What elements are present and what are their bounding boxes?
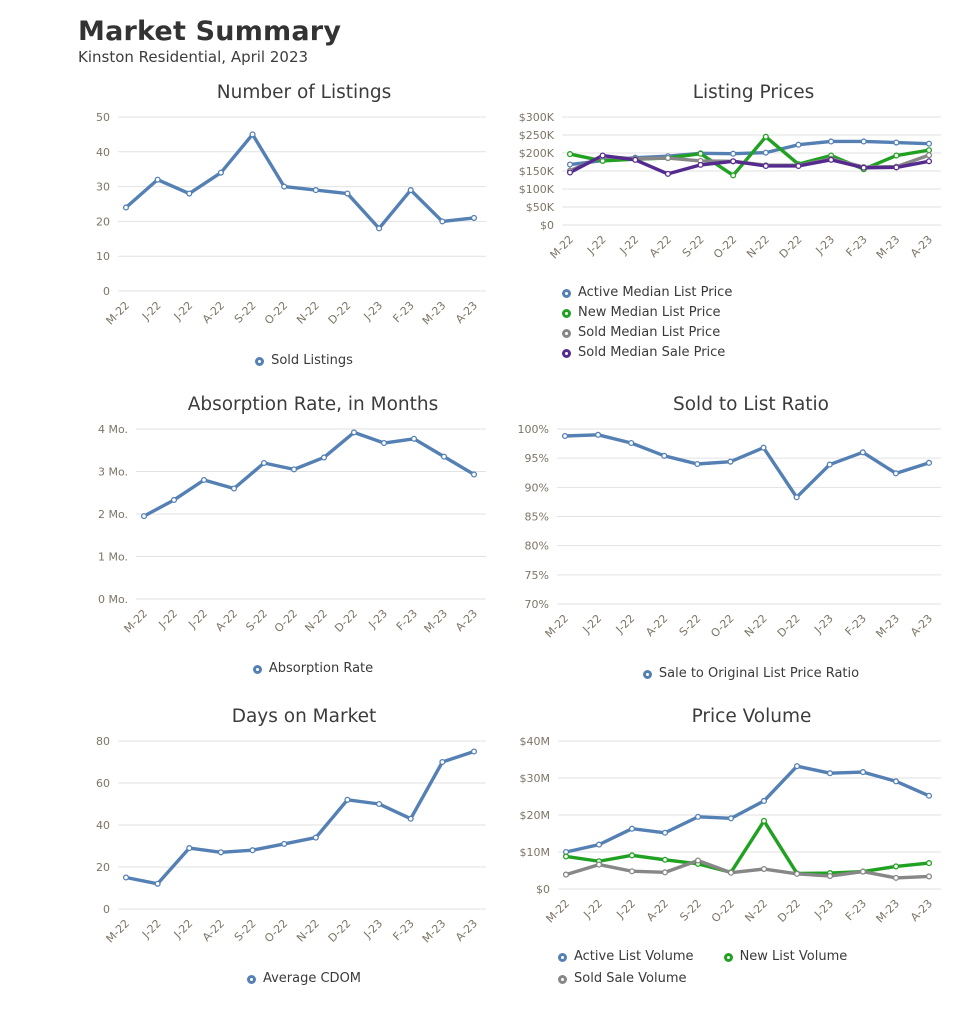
chart-legend: [562, 283, 732, 363]
y-tick-label: 0: [103, 285, 110, 298]
data-point-marker: [322, 455, 327, 460]
legend-item: [247, 969, 361, 989]
data-point-marker: [829, 157, 834, 162]
x-tick-label: A-23: [453, 916, 481, 944]
data-point-marker: [927, 874, 932, 879]
x-tick-label: M-22: [103, 298, 133, 328]
data-point-marker: [828, 771, 833, 776]
plot-area: [78, 734, 490, 967]
data-point-marker: [894, 153, 899, 158]
chart-title: Number of Listings: [216, 82, 392, 103]
series-line: [566, 766, 929, 852]
x-tick-label: J-23: [361, 916, 386, 941]
data-point-marker: [377, 226, 382, 231]
data-point-marker: [124, 205, 129, 210]
x-tick-label: M-22: [547, 232, 577, 262]
data-point-marker: [282, 842, 287, 847]
y-tick-label: 90%: [524, 481, 549, 495]
legend-label: Active List Volume: [574, 949, 694, 964]
data-point-marker: [731, 151, 736, 156]
chart-canvas: [500, 110, 945, 283]
data-point-marker: [695, 462, 700, 467]
x-tick-label: A-23: [908, 611, 936, 639]
chart-canvas: [500, 734, 945, 947]
plot-area: [500, 110, 945, 283]
y-tick-label: $150K: [518, 165, 554, 178]
data-point-marker: [762, 867, 767, 872]
data-point-marker: [563, 434, 568, 439]
data-point-marker: [894, 471, 899, 476]
report-header: [78, 16, 341, 66]
data-point-marker: [761, 445, 766, 450]
data-point-marker: [345, 191, 350, 196]
data-point-marker: [568, 152, 573, 157]
legend-item: [562, 303, 732, 323]
x-tick-label: D-22: [775, 896, 804, 925]
x-tick-label: S-22: [243, 606, 271, 634]
x-tick-label: J-22: [171, 916, 196, 941]
chart-legend: [118, 969, 490, 989]
data-point-marker: [262, 461, 267, 466]
x-tick-label: D-22: [776, 232, 805, 261]
x-tick-label: M-23: [873, 232, 903, 262]
data-point-marker: [408, 816, 413, 821]
data-point-marker: [927, 460, 932, 465]
x-tick-label: J-22: [581, 896, 606, 921]
chart-legend: [136, 659, 490, 679]
x-tick-label: A-22: [213, 606, 241, 634]
y-tick-label: 4 Mo.: [97, 423, 128, 436]
chart-absorption-rate: [78, 392, 490, 679]
data-point-marker: [250, 848, 255, 853]
data-point-marker: [352, 430, 357, 435]
series-line: [126, 752, 474, 884]
series-marker-icon: [724, 953, 733, 962]
x-tick-label: F-23: [843, 232, 870, 260]
data-point-marker: [860, 450, 865, 455]
data-point-marker: [927, 148, 932, 153]
data-point-marker: [794, 495, 799, 500]
data-point-marker: [472, 472, 477, 477]
data-point-marker: [630, 826, 635, 831]
x-tick-label: S-22: [231, 916, 259, 944]
x-tick-label: O-22: [708, 896, 738, 926]
y-tick-label: 40: [96, 145, 110, 159]
y-tick-label: $0: [540, 219, 554, 232]
data-point-marker: [440, 760, 445, 765]
chart-legend: [558, 947, 847, 989]
data-point-marker: [728, 459, 733, 464]
data-point-marker: [382, 441, 387, 446]
data-point-marker: [630, 853, 635, 858]
data-point-marker: [568, 170, 573, 175]
data-point-marker: [142, 514, 147, 519]
x-tick-label: A-23: [453, 298, 481, 326]
chart-canvas: [78, 734, 490, 967]
y-tick-label: 3 Mo.: [97, 465, 128, 479]
chart-price-volume: [500, 704, 945, 989]
legend-item: [255, 351, 353, 371]
data-point-marker: [827, 462, 832, 467]
data-point-marker: [345, 797, 350, 802]
legend-label: New Median List Price: [578, 305, 721, 320]
y-tick-label: 10: [96, 250, 110, 264]
data-point-marker: [630, 869, 635, 874]
y-tick-label: 20: [96, 861, 110, 874]
data-point-marker: [762, 819, 767, 824]
y-tick-label: $250K: [518, 129, 554, 142]
data-point-marker: [795, 764, 800, 769]
data-point-marker: [596, 432, 601, 437]
y-tick-label: 1 Mo.: [97, 550, 128, 564]
plot-area: [78, 110, 490, 349]
chart-canvas: [500, 422, 945, 662]
x-tick-label: A-23: [908, 232, 936, 260]
data-point-marker: [202, 478, 207, 483]
series-marker-icon: [558, 975, 567, 984]
x-tick-label: J-22: [186, 606, 211, 631]
data-point-marker: [763, 150, 768, 155]
data-point-marker: [568, 162, 573, 167]
y-tick-label: 60: [96, 777, 110, 790]
legend-label: Sold Sale Volume: [574, 971, 687, 986]
x-tick-label: J-22: [617, 232, 642, 257]
data-point-marker: [663, 870, 668, 875]
data-point-marker: [861, 165, 866, 170]
x-tick-label: M-22: [121, 606, 151, 636]
x-tick-label: M-23: [873, 611, 903, 641]
y-tick-label: $40M: [519, 735, 550, 748]
y-tick-label: $20M: [519, 809, 550, 822]
x-tick-label: O-22: [708, 611, 737, 641]
chart-number-of-listings: [78, 80, 490, 371]
y-tick-label: 80: [96, 735, 110, 748]
legend-item: [562, 283, 732, 303]
data-point-marker: [927, 159, 932, 164]
legend-item: [253, 659, 373, 679]
chart-days-on-market: [78, 704, 490, 989]
y-tick-label: 95%: [524, 452, 549, 466]
x-tick-label: O-22: [262, 916, 291, 946]
x-tick-label: N-22: [294, 916, 322, 945]
series-marker-icon: [247, 975, 256, 984]
data-point-marker: [155, 881, 160, 886]
data-point-marker: [232, 486, 237, 491]
series-marker-icon: [562, 329, 571, 338]
legend-item: [643, 664, 859, 684]
x-tick-label: F-23: [390, 298, 417, 326]
data-point-marker: [472, 749, 477, 754]
data-point-marker: [412, 436, 417, 441]
data-point-marker: [796, 142, 801, 147]
x-tick-label: N-22: [302, 606, 331, 635]
x-tick-label: J-22: [139, 298, 164, 323]
x-tick-label: J-23: [812, 896, 837, 921]
data-point-marker: [729, 816, 734, 821]
chart-canvas: [78, 422, 490, 657]
data-point-marker: [861, 770, 866, 775]
data-point-marker: [894, 864, 899, 869]
x-tick-label: A-22: [199, 298, 228, 326]
series-line: [144, 432, 474, 516]
data-point-marker: [763, 164, 768, 169]
data-point-marker: [795, 871, 800, 876]
data-point-marker: [633, 157, 638, 162]
data-point-marker: [662, 453, 667, 458]
y-tick-label: $30M: [519, 772, 550, 785]
y-tick-label: $200K: [518, 147, 554, 160]
x-tick-label: F-23: [842, 611, 869, 639]
page-subtitle: Kinston Residential, April 2023: [78, 48, 309, 66]
chart-sold-to-list-ratio: [500, 392, 945, 684]
x-tick-label: M-22: [543, 896, 573, 926]
x-tick-label: J-22: [139, 916, 164, 941]
x-tick-label: A-22: [644, 896, 672, 924]
x-tick-label: A-22: [643, 611, 671, 639]
data-point-marker: [762, 799, 767, 804]
x-tick-label: J-22: [171, 298, 196, 323]
series-marker-icon: [255, 357, 264, 366]
series-marker-icon: [562, 349, 571, 358]
data-point-marker: [796, 164, 801, 169]
series-marker-icon: [562, 309, 571, 318]
legend-item: [562, 343, 732, 363]
data-point-marker: [629, 441, 634, 446]
y-tick-label: 30: [96, 180, 110, 194]
data-point-marker: [894, 140, 899, 145]
series-marker-icon: [562, 289, 571, 298]
x-tick-label: J-23: [813, 232, 838, 257]
x-tick-label: J-23: [366, 606, 391, 631]
legend-label: Absorption Rate: [268, 661, 374, 676]
x-tick-label: F-23: [393, 606, 421, 634]
series-marker-icon: [558, 953, 567, 962]
chart-listing-prices: [500, 80, 945, 363]
x-tick-label: J-22: [156, 606, 181, 631]
data-point-marker: [250, 132, 255, 137]
series-marker-icon: [643, 670, 652, 679]
data-point-marker: [861, 139, 866, 144]
legend-label: Sold Median Sale Price: [578, 345, 726, 360]
data-point-marker: [731, 159, 736, 164]
x-tick-label: O-22: [271, 606, 301, 636]
x-tick-label: N-22: [742, 896, 771, 925]
data-point-marker: [927, 153, 932, 158]
y-tick-label: 70%: [524, 598, 549, 611]
x-tick-label: S-22: [677, 896, 705, 924]
data-point-marker: [172, 498, 177, 503]
data-point-marker: [663, 857, 668, 862]
y-tick-label: 100%: [517, 423, 549, 436]
legend-label: Active Median List Price: [578, 285, 733, 300]
y-tick-label: 40: [96, 819, 110, 832]
x-tick-label: J-23: [811, 611, 836, 636]
data-point-marker: [828, 874, 833, 879]
data-point-marker: [292, 467, 297, 472]
legend-item: [724, 947, 848, 967]
data-point-marker: [219, 850, 224, 855]
x-tick-label: S-22: [679, 232, 707, 260]
y-tick-label: 75%: [524, 568, 549, 582]
series-line: [566, 821, 929, 874]
x-tick-label: M-22: [103, 916, 133, 946]
legend-item: [562, 323, 732, 343]
data-point-marker: [696, 858, 701, 863]
chart-canvas: [78, 110, 490, 349]
legend-label: Sold Listings: [271, 353, 353, 368]
legend-item: [558, 969, 694, 989]
legend-item: [558, 947, 694, 967]
data-point-marker: [313, 188, 318, 193]
data-point-marker: [698, 162, 703, 167]
data-point-marker: [829, 139, 834, 144]
chart-title: Listing Prices: [692, 82, 815, 103]
data-point-marker: [698, 151, 703, 156]
data-point-marker: [927, 793, 932, 798]
x-tick-label: J-22: [580, 611, 605, 636]
data-point-marker: [187, 191, 192, 196]
x-tick-label: D-22: [325, 916, 354, 945]
x-tick-label: O-22: [711, 232, 740, 262]
legend-label: Sale to Original List Price Ratio: [658, 666, 860, 681]
y-tick-label: $300K: [518, 111, 554, 124]
data-point-marker: [597, 842, 602, 847]
data-point-marker: [472, 216, 477, 221]
data-point-marker: [666, 171, 671, 176]
series-marker-icon: [253, 665, 262, 674]
data-point-marker: [894, 165, 899, 170]
data-point-marker: [564, 872, 569, 877]
x-tick-label: N-22: [294, 298, 322, 327]
x-tick-label: M-23: [873, 896, 903, 926]
y-tick-label: $100K: [518, 183, 554, 196]
plot-area: [500, 734, 945, 947]
plot-area: [78, 422, 490, 657]
x-tick-label: J-22: [584, 232, 609, 257]
data-point-marker: [861, 869, 866, 874]
x-tick-label: M-23: [419, 916, 449, 946]
data-point-marker: [763, 134, 768, 139]
y-tick-label: 0: [103, 903, 110, 916]
data-point-marker: [731, 173, 736, 178]
y-tick-label: $0: [536, 883, 550, 896]
chart-title: Sold to List Ratio: [673, 394, 829, 415]
data-point-marker: [408, 188, 413, 193]
data-point-marker: [564, 854, 569, 859]
x-tick-label: F-23: [390, 916, 417, 944]
data-point-marker: [442, 454, 447, 459]
data-point-marker: [124, 875, 129, 880]
plot-area: [500, 422, 945, 662]
x-tick-label: J-22: [614, 896, 639, 921]
chart-title: Days on Market: [231, 706, 377, 727]
y-tick-label: 80%: [524, 539, 549, 553]
chart-title: Absorption Rate, in Months: [187, 394, 439, 415]
x-tick-label: D-22: [325, 298, 354, 327]
y-tick-label: 85%: [524, 510, 549, 524]
legend-label: Average CDOM: [262, 971, 362, 986]
y-tick-label: $10M: [519, 846, 550, 859]
x-tick-label: S-22: [231, 298, 259, 326]
data-point-marker: [282, 184, 287, 189]
x-tick-label: D-22: [774, 611, 803, 640]
data-point-marker: [894, 779, 899, 784]
y-tick-label: $50K: [525, 201, 554, 214]
page-title: Market Summary: [78, 16, 342, 47]
x-tick-label: N-22: [744, 232, 772, 261]
data-point-marker: [729, 870, 734, 875]
legend-label: Sold Median List Price: [578, 325, 721, 340]
data-point-marker: [313, 835, 318, 840]
data-point-marker: [155, 177, 160, 182]
legend-label: New List Volume: [739, 949, 848, 964]
data-point-marker: [927, 141, 932, 146]
chart-title: Price Volume: [691, 706, 812, 727]
x-tick-label: J-22: [613, 611, 638, 636]
y-tick-label: 2 Mo.: [97, 508, 128, 521]
chart-legend: [118, 351, 490, 371]
x-tick-label: M-22: [542, 611, 572, 641]
x-tick-label: A-22: [199, 916, 228, 944]
y-tick-label: 20: [96, 215, 110, 229]
x-tick-label: J-23: [361, 298, 386, 323]
y-tick-label: 0 Mo.: [97, 593, 128, 606]
x-tick-label: A-23: [453, 606, 481, 634]
data-point-marker: [894, 876, 899, 881]
x-tick-label: F-23: [842, 896, 870, 924]
data-point-marker: [696, 814, 701, 819]
data-point-marker: [600, 153, 605, 158]
data-point-marker: [666, 156, 671, 161]
x-tick-label: D-22: [332, 606, 361, 635]
data-point-marker: [187, 846, 192, 851]
x-tick-label: S-22: [676, 611, 704, 639]
data-point-marker: [440, 219, 445, 224]
x-tick-label: M-23: [421, 606, 451, 636]
x-tick-label: N-22: [741, 611, 770, 640]
x-tick-label: A-22: [646, 232, 675, 260]
x-tick-label: A-23: [908, 896, 936, 924]
data-point-marker: [597, 862, 602, 867]
data-point-marker: [219, 170, 224, 175]
x-tick-label: M-23: [419, 298, 449, 328]
series-line: [565, 435, 929, 497]
chart-legend: [557, 664, 945, 684]
x-tick-label: O-22: [262, 298, 291, 328]
data-point-marker: [927, 861, 932, 866]
series-line: [126, 134, 474, 228]
data-point-marker: [377, 802, 382, 807]
data-point-marker: [663, 830, 668, 835]
y-tick-label: 50: [96, 111, 110, 124]
